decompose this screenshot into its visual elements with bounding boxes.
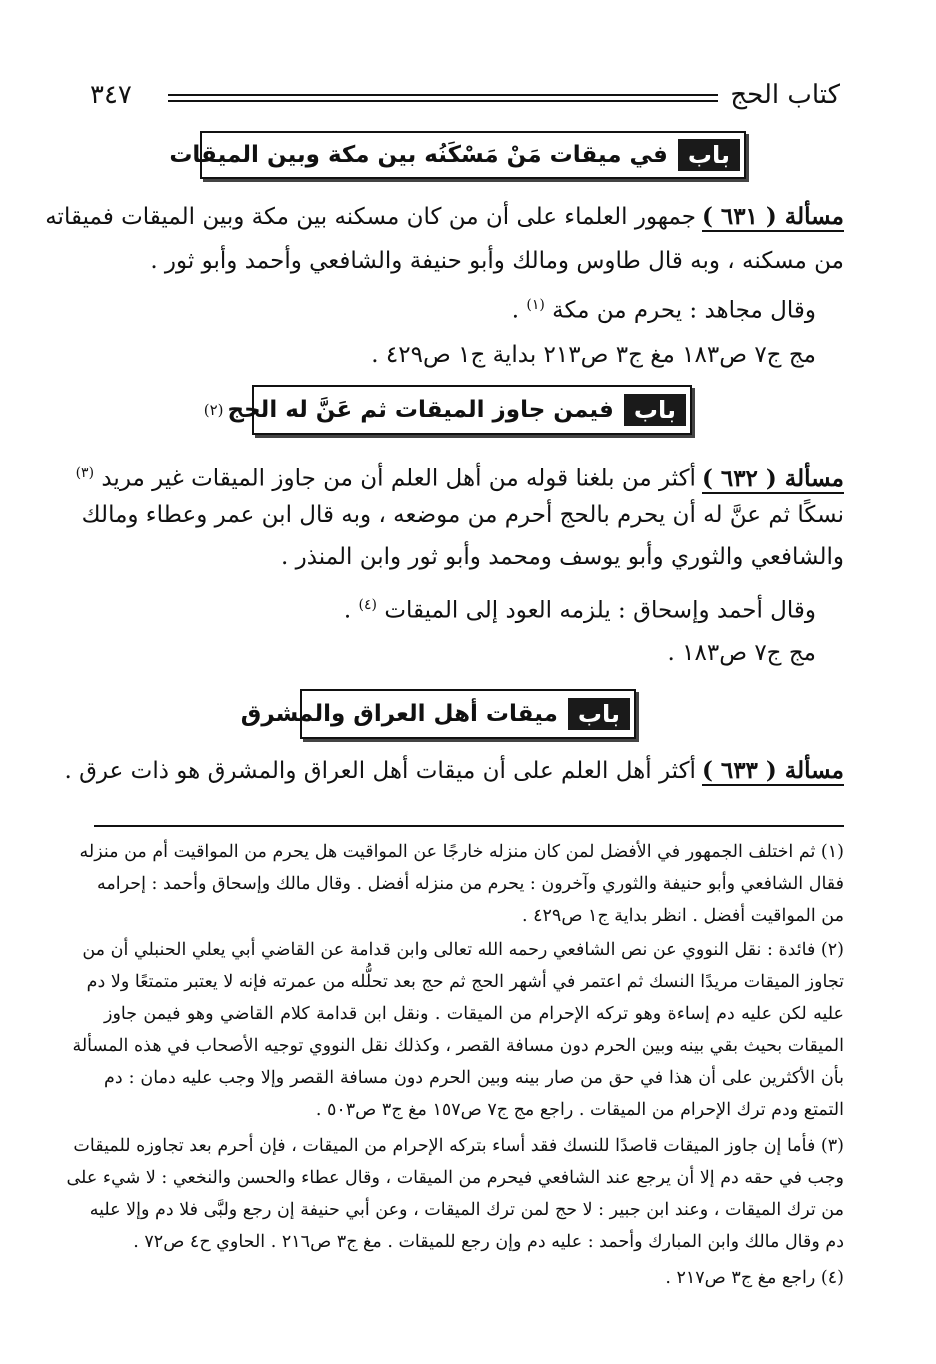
footnote-line: من ترك الميقات ، وعند ابن جبير : لا حج لمن ترك الميقات ، وعن أبي حنيفة إن رجع ولبَّى فلا دم وإلا عليه xyxy=(89,1200,844,1220)
issue-label: مسألة ( ٦٣٢ ) xyxy=(701,464,844,492)
issue-label: مسألة ( ٦٣١ ) xyxy=(701,203,844,230)
footnote-ref[interactable]: (٣) xyxy=(75,465,95,481)
chapter-label: باب xyxy=(678,139,740,171)
issue-line xyxy=(64,756,844,786)
footnote-separator xyxy=(94,825,844,827)
running-header xyxy=(90,78,840,118)
issue-text: أكثر من بلغنا قوله من أهل العلم أن من جاوز الميقات غير مريد xyxy=(101,465,696,492)
footnote-line: (١) ثم اختلف الجمهور في الأفضل لمن كان منزله خارجًا عن المواقيت هل يحرم من المواقيت أم من منزله xyxy=(79,842,844,862)
issue-text: جمهور العلماء على أن من كان مسكنه بين مكة وبين الميقات فميقاته xyxy=(45,204,696,230)
footnote-line: الميقات بحيث بقي بينه وبين الحرم دون مسافة القصر ، وكذلك نقل النووي توجيه الأصحاب في هذه المسألة xyxy=(72,1036,844,1056)
chapter-title: فيمن جاوز الميقات ثم عَنَّ له الحج xyxy=(227,397,614,423)
footnote-line: التمتع ودم ترك الإحرام من الميقات . راجع مج ج٧ ص١٥٧ مغ ج٣ ص٥٠٣ . xyxy=(315,1100,844,1120)
footnote-line: دم وقال مالك وابن المبارك وأحمد : عليه دم وإن رجع للميقات . مغ ج٣ ص٢١٦ . الحاوي ح٤ ص٧٢ . xyxy=(133,1232,844,1252)
footnote-line: (٣) فأما إن جاوز الميقات قاصدًا للنسك فقد أساء بتركه الإحرام من الميقات ، فإن أحرم بعد تجاوزه للميقات xyxy=(73,1136,844,1156)
chapter-title: في ميقات مَنْ مَسْكَنُه بين مكة وبين الميقات xyxy=(169,142,668,168)
footnote-line: (٢) فائدة : نقل النووي عن نص الشافعي رحمه الله تعالى وابن قدامة عن القاضي أبي يعلي الحنبلي أن من xyxy=(82,940,844,960)
issue-line: مج ج٧ ص١٨٣ . xyxy=(667,640,816,666)
footnote-line: عليه لكن عليه دم إساءة وهو تركه الإحرام من الميقات . ونقل ابن قدامة كلام القاضي وهو فيمن جاوز xyxy=(104,1004,844,1024)
issue-line: والشافعي والثوري وأبو يوسف ومحمد وأبو ثور وابن المنذر . xyxy=(280,544,844,570)
issue-text: وقال أحمد وإسحاق : يلزمه العود إلى الميقات xyxy=(384,597,816,624)
issue-line: من مسكنه ، وبه قال طاوس ومالك وأبو حنيفة والشافعي وأحمد وأبو ثور . xyxy=(150,248,844,274)
issue-label: مسألة ( ٦٣٣ ) xyxy=(701,757,844,784)
issue-line xyxy=(75,458,844,494)
chapter-heading xyxy=(203,385,692,435)
book-title: كتاب الحج xyxy=(730,80,840,110)
chapter-label: باب xyxy=(624,394,686,426)
issue-line: نسكًا ثم عنَّ له أن يحرم بالحج أحرم من موضعه ، وبه قال ابن عمر وعطاء ومالك xyxy=(81,502,844,528)
issue-line: وقال أحمد وإسحاق : يلزمه العود إلى الميقات $^{(٤)}$ . xyxy=(343,597,816,624)
footnote-ref[interactable]: (٢) xyxy=(203,401,224,419)
footnote-line: بأن الأكثرين على أن هذا في حق من صار بينه وبين الحرم دون مسافة القصر وإلا وجب عليه دمان : دم xyxy=(104,1068,844,1088)
header-rule xyxy=(168,100,718,102)
chapter-heading xyxy=(240,689,636,739)
footnote-ref[interactable]: (١) xyxy=(526,297,545,313)
issue-line xyxy=(45,202,844,232)
footnote-line: (٤) راجع مغ ج٣ ص٢١٧ . xyxy=(665,1268,844,1288)
chapter-heading xyxy=(169,131,746,179)
issue-text: وقال مجاهد : يحرم من مكة xyxy=(552,297,816,324)
chapter-label: باب xyxy=(568,698,630,730)
footnote-line: من المواقيت أفضل . انظر بداية ج١ ص٤٢٩ . xyxy=(521,906,844,926)
issue-text: أكثر أهل العلم على أن ميقات أهل العراق والمشرق هو ذات عرق . xyxy=(64,758,696,784)
issue-line: وقال مجاهد : يحرم من مكة $^{(١)}$ . xyxy=(511,297,816,324)
footnote-line: تجاوز الميقات مريدًا النسك ثم اعتمر في أشهر الحج ثم حج بعد تحلُّله من عمرته فإنه لا يعتبر متمتعًا ولا دم xyxy=(86,972,844,992)
page-number: ٣٤٧ xyxy=(90,80,132,110)
issue-line: مج ج٧ ص١٨٣ مغ ج٣ ص٢١٣ بداية ج١ ص٤٢٩ . xyxy=(371,342,816,368)
footnote-ref[interactable]: (٤) xyxy=(358,597,378,613)
chapter-title: ميقات أهل العراق والمشرق xyxy=(240,701,558,727)
header-rule xyxy=(168,94,718,96)
footnote-line: فقال الشافعي وأبو حنيفة والثوري وآخرون : يحرم من منزله أفضل . وقال مالك وإسحاق وأحمد : إحرامه xyxy=(96,874,844,894)
footnote-line: وجب في حقه دم إلا أن يرجع عند الشافعي فيحرم من الميقات ، وقال عطاء والحسن والنخعي : لا شيء على xyxy=(66,1168,844,1188)
